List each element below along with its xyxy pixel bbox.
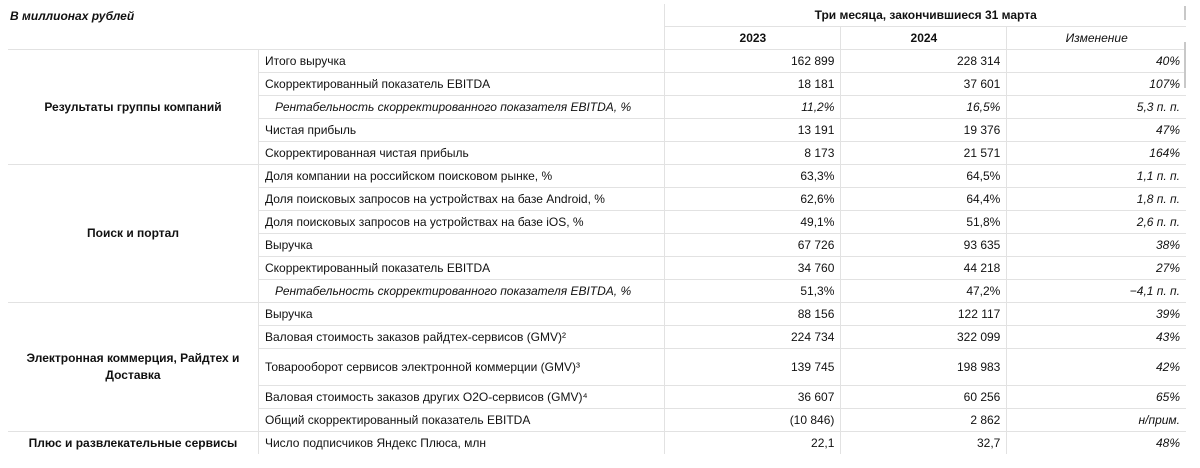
- metric-label: Скорректированный показатель EBITDA: [258, 257, 664, 280]
- value-2024: 228 314: [841, 50, 1007, 73]
- column-header-2023: 2023: [665, 27, 841, 50]
- metric-label: Товарооборот сервисов электронной коммерции (GMV)³: [258, 349, 664, 386]
- value-2023: 36 607: [665, 386, 841, 409]
- value-change: 164%: [1007, 142, 1186, 165]
- value-change: 38%: [1007, 234, 1186, 257]
- table-row: [8, 165, 1186, 188]
- value-2024: 2 862: [841, 409, 1007, 432]
- value-2024: 44 218: [841, 257, 1007, 280]
- group-label-group-results: Результаты группы компаний: [8, 50, 258, 165]
- metric-label: Общий скорректированный показатель EBITDA: [258, 409, 664, 432]
- value-change: 1,8 п. п.: [1007, 188, 1186, 211]
- value-2023: 51,3%: [665, 280, 841, 303]
- value-2024: 51,8%: [841, 211, 1007, 234]
- value-2024: 198 983: [841, 349, 1007, 386]
- blank-header-cell: [8, 27, 665, 50]
- value-2024: 19 376: [841, 119, 1007, 142]
- scrollbar-thumb[interactable]: [1184, 42, 1186, 88]
- scrollbar-thumb-top[interactable]: [1184, 6, 1186, 20]
- value-2024: 122 117: [841, 303, 1007, 326]
- metric-label: Доля поисковых запросов на устройствах на базе iOS, %: [258, 211, 664, 234]
- table-row: [8, 432, 1186, 455]
- value-2023: 63,3%: [665, 165, 841, 188]
- value-2024: 322 099: [841, 326, 1007, 349]
- value-2024: 93 635: [841, 234, 1007, 257]
- value-2024: 16,5%: [841, 96, 1007, 119]
- value-2023: 49,1%: [665, 211, 841, 234]
- value-change: 42%: [1007, 349, 1186, 386]
- value-change: 48%: [1007, 432, 1186, 455]
- value-change: 27%: [1007, 257, 1186, 280]
- value-2024: 32,7: [841, 432, 1007, 455]
- value-change: н/прим.: [1007, 409, 1186, 432]
- value-2023: 34 760: [665, 257, 841, 280]
- metric-label: Число подписчиков Яндекс Плюса, млн: [258, 432, 664, 455]
- value-change: 40%: [1007, 50, 1186, 73]
- metric-label: Доля компании на российском поисковом рынке, %: [258, 165, 664, 188]
- value-change: 5,3 п. п.: [1007, 96, 1186, 119]
- value-2023: 139 745: [665, 349, 841, 386]
- value-2023: 18 181: [665, 73, 841, 96]
- metric-label: Валовая стоимость заказов райдтех-сервисов (GMV)²: [258, 326, 664, 349]
- value-2024: 37 601: [841, 73, 1007, 96]
- value-2024: 21 571: [841, 142, 1007, 165]
- value-2023: 62,6%: [665, 188, 841, 211]
- value-2024: 64,5%: [841, 165, 1007, 188]
- table-row: [8, 50, 1186, 73]
- metric-label: Доля поисковых запросов на устройствах на базе Android, %: [258, 188, 664, 211]
- metric-label: Рентабельность скорректированного показателя EBITDA, %: [258, 96, 664, 119]
- value-2023: 162 899: [665, 50, 841, 73]
- value-2023: 22,1: [665, 432, 841, 455]
- group-label-plus-entertainment: Плюс и развлекательные сервисы: [8, 432, 258, 455]
- value-change: 65%: [1007, 386, 1186, 409]
- value-2024: 47,2%: [841, 280, 1007, 303]
- value-2023: 88 156: [665, 303, 841, 326]
- metric-label: Выручка: [258, 234, 664, 257]
- metric-label: Скорректированный показатель EBITDA: [258, 73, 664, 96]
- period-header: Три месяца, закончившиеся 31 марта: [665, 4, 1186, 27]
- units-label: В миллионах рублей: [10, 9, 135, 23]
- value-change: 43%: [1007, 326, 1186, 349]
- column-header-2024: 2024: [841, 27, 1007, 50]
- value-2023: 67 726: [665, 234, 841, 257]
- value-2023: 13 191: [665, 119, 841, 142]
- financial-results-table: [8, 4, 1186, 454]
- value-2023: 8 173: [665, 142, 841, 165]
- value-2024: 64,4%: [841, 188, 1007, 211]
- metric-label: Рентабельность скорректированного показателя EBITDA, %: [258, 280, 664, 303]
- value-2024: 60 256: [841, 386, 1007, 409]
- value-change: 47%: [1007, 119, 1186, 142]
- table-row: [8, 303, 1186, 326]
- value-change: 107%: [1007, 73, 1186, 96]
- group-label-ecommerce-ridetech-delivery: Электронная коммерция, Райдтех и Доставка: [8, 303, 258, 432]
- column-header-change: Изменение: [1007, 27, 1186, 50]
- value-change: 2,6 п. п.: [1007, 211, 1186, 234]
- metric-label: Итого выручка: [258, 50, 664, 73]
- value-change: 1,1 п. п.: [1007, 165, 1186, 188]
- value-2023: 224 734: [665, 326, 841, 349]
- metric-label: Валовая стоимость заказов других O2O-сервисов (GMV)⁴: [258, 386, 664, 409]
- value-change: 39%: [1007, 303, 1186, 326]
- group-label-search-portal: Поиск и портал: [8, 165, 258, 303]
- metric-label: Скорректированная чистая прибыль: [258, 142, 664, 165]
- metric-label: Чистая прибыль: [258, 119, 664, 142]
- value-2023: (10 846): [665, 409, 841, 432]
- value-change: −4,1 п. п.: [1007, 280, 1186, 303]
- value-2023: 11,2%: [665, 96, 841, 119]
- metric-label: Выручка: [258, 303, 664, 326]
